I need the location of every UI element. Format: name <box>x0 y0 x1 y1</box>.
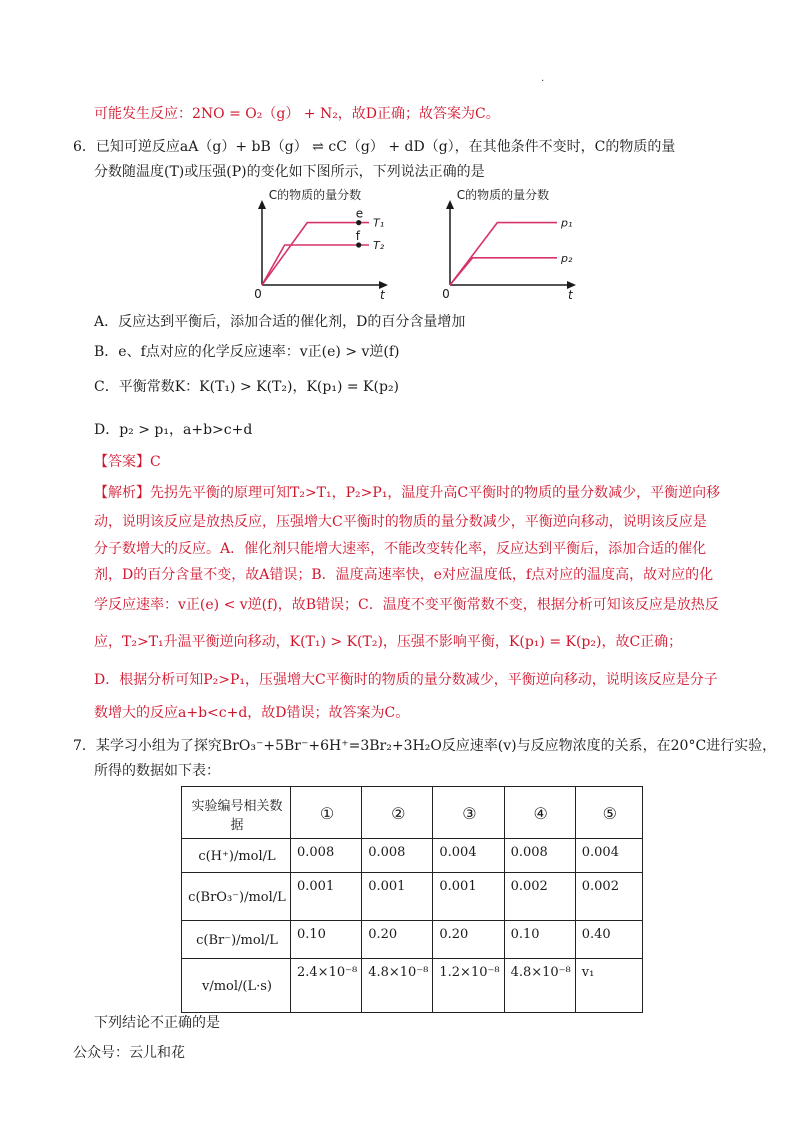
series-label-2: p₂ <box>561 251 573 265</box>
table-cell: 0.004 <box>433 839 504 873</box>
q7-stem-line2: 所得的数据如下表： <box>94 763 220 779</box>
table-cell: 0.40 <box>575 921 642 959</box>
origin-label: 0 <box>254 287 262 301</box>
chart-title: C的物质的量分数 <box>456 188 550 202</box>
q6-option-b: B．e、f点对应的化学反应速率：v正(e) > v逆(f) <box>94 344 400 360</box>
table-cell: 0.001 <box>291 873 362 921</box>
q6-number: 6． <box>73 139 96 155</box>
table-header-row <box>182 787 643 839</box>
table-cell: 0.20 <box>362 921 433 959</box>
q6-analysis-line-8: 数增大的反应a+b<c+d，故D错误；故答案为C。 <box>94 705 410 721</box>
x-axis-label: t <box>380 288 385 302</box>
point-f <box>356 242 361 247</box>
chart-title: C的物质的量分数 <box>268 188 362 202</box>
origin-label: 0 <box>442 287 450 301</box>
table-cell: 2.4×10⁻⁸ <box>291 959 362 1013</box>
q6-analysis-line-6: 应，T₂>T₁升温平衡逆向移动，K(T₁) > K(T₂)，压强不影响平衡，K(p₁) = K(p₂)，故C正确； <box>94 634 683 650</box>
table-cell: 0.001 <box>362 873 433 921</box>
q7-stem-line1 <box>73 736 776 756</box>
table-header-col-1: ① <box>291 787 362 839</box>
q6-analysis-line-7: D．根据分析可知P₂>P₁，压强增大C平衡时的物质的量分数减少，平衡逆向移动，说明该反应是分子 <box>94 672 718 688</box>
table-cell: 1.2×10⁻⁸ <box>433 959 504 1013</box>
table-row-label: v/mol/(L·s) <box>182 959 291 1013</box>
table-cell: 0.10 <box>504 921 575 959</box>
table-header-label: 实验编号相关数据 <box>182 787 291 839</box>
series-label-2: T₂ <box>373 239 385 252</box>
q7-stem-text: 某学习小组为了探究BrO₃⁻+5Br⁻+6H⁺=3Br₂+3H₂O反应速率(v)与反应物浓度的关系，在20°C进行实验， <box>95 738 777 754</box>
table-row <box>182 959 643 1013</box>
table-cell: 0.002 <box>575 873 642 921</box>
q7-question: 下列结论不正确的是 <box>94 1015 220 1031</box>
table-row <box>182 839 643 873</box>
table-row-label: c(BrO₃⁻)/mol/L <box>182 873 291 921</box>
x-axis-label: t <box>568 288 573 302</box>
series-label-1: T₁ <box>373 216 385 230</box>
table-row-label: c(H⁺)/mol/L <box>182 839 291 873</box>
table-cell: 0.20 <box>433 921 504 959</box>
series-line-1 <box>262 223 369 285</box>
chart-temperature <box>240 185 390 305</box>
table-cell: 0.008 <box>504 839 575 873</box>
q6-analysis-line-4: 剂，D的百分含量不变，故A错误；B．温度高速率快，e对应温度低，f点对应的温度高，故对应的化 <box>94 567 714 583</box>
series-line-2 <box>450 258 557 285</box>
q6-analysis-line-5: 学反应速率：v正(e) < v逆(f)，故B错误；C．温度不变平衡常数不变，根据分析可知该反应是放热反 <box>94 597 719 613</box>
y-axis-arrow <box>446 200 454 209</box>
table-cell: 0.001 <box>433 873 504 921</box>
table-cell: 4.8×10⁻⁸ <box>362 959 433 1013</box>
q6-analysis-line-2: 动，说明该反应是放热反应，压强增大C平衡时的物质的量分数减少，平衡逆向移动，说明该反应是 <box>94 514 707 530</box>
table-header-col-2: ② <box>362 787 433 839</box>
table-cell: v₁ <box>575 959 642 1013</box>
q6-option-a: A．反应达到平衡后，添加合适的催化剂，D的百分含量增加 <box>94 314 466 330</box>
point-label-f: f <box>355 229 360 243</box>
chart-pressure <box>428 185 578 305</box>
point-e <box>356 220 361 225</box>
q6-option-c: C．平衡常数K：K(T₁) > K(T₂)，K(p₁) = K(p₂) <box>94 379 400 395</box>
q6-answer: 【答案】C <box>94 454 161 470</box>
corner-mark: · <box>541 76 545 87</box>
table-header-col-4: ④ <box>504 787 575 839</box>
table-cell: 4.8×10⁻⁸ <box>504 959 575 1013</box>
table-cell: 0.008 <box>362 839 433 873</box>
table-row <box>182 873 643 921</box>
table-header-col-5: ⑤ <box>575 787 642 839</box>
table-cell: 0.002 <box>504 873 575 921</box>
table-row <box>182 921 643 959</box>
q7-data-table <box>181 786 643 1013</box>
q6-analysis-line-3: 分子数增大的反应。A．催化剂只能增大速率，不能改变转化率，反应达到平衡后，添加合适的催化 <box>94 541 707 557</box>
q6-stem-line2: 分数随温度(T)或压强(P)的变化如下图所示，下列说法正确的是 <box>94 164 485 180</box>
table-header-col-3: ③ <box>433 787 504 839</box>
q6-stem-text: 已知可逆反应aA（g）+ bB（g） ⇌ cC（g） + dD（g），在其他条件不变时，C的物质的量 <box>95 139 676 155</box>
table-cell: 0.008 <box>291 839 362 873</box>
table-row-label: c(Br⁻)/mol/L <box>182 921 291 959</box>
q7-number: 7． <box>73 738 96 754</box>
series-line-2 <box>262 245 369 285</box>
q6-option-d: D．p₂ > p₁，a+b>c+d <box>94 422 253 438</box>
point-label-e: e <box>355 206 364 221</box>
table-cell: 0.10 <box>291 921 362 959</box>
q6-analysis-line-1: 【解析】先拐先平衡的原理可知T₂>T₁，P₂>P₁，温度升高C平衡时的物质的量分数减少，平衡逆向移 <box>94 485 721 501</box>
series-line-1 <box>450 223 557 285</box>
y-axis-arrow <box>258 200 266 209</box>
q6-stem-line1 <box>73 137 675 157</box>
table-cell: 0.004 <box>575 839 642 873</box>
footer-text: 公众号：云儿和花 <box>73 1045 185 1061</box>
series-label-1: p₁ <box>561 216 573 230</box>
intro-answer-line: 可能发生反应：2NO = O₂（g） + N₂，故D正确；故答案为C。 <box>94 106 500 122</box>
